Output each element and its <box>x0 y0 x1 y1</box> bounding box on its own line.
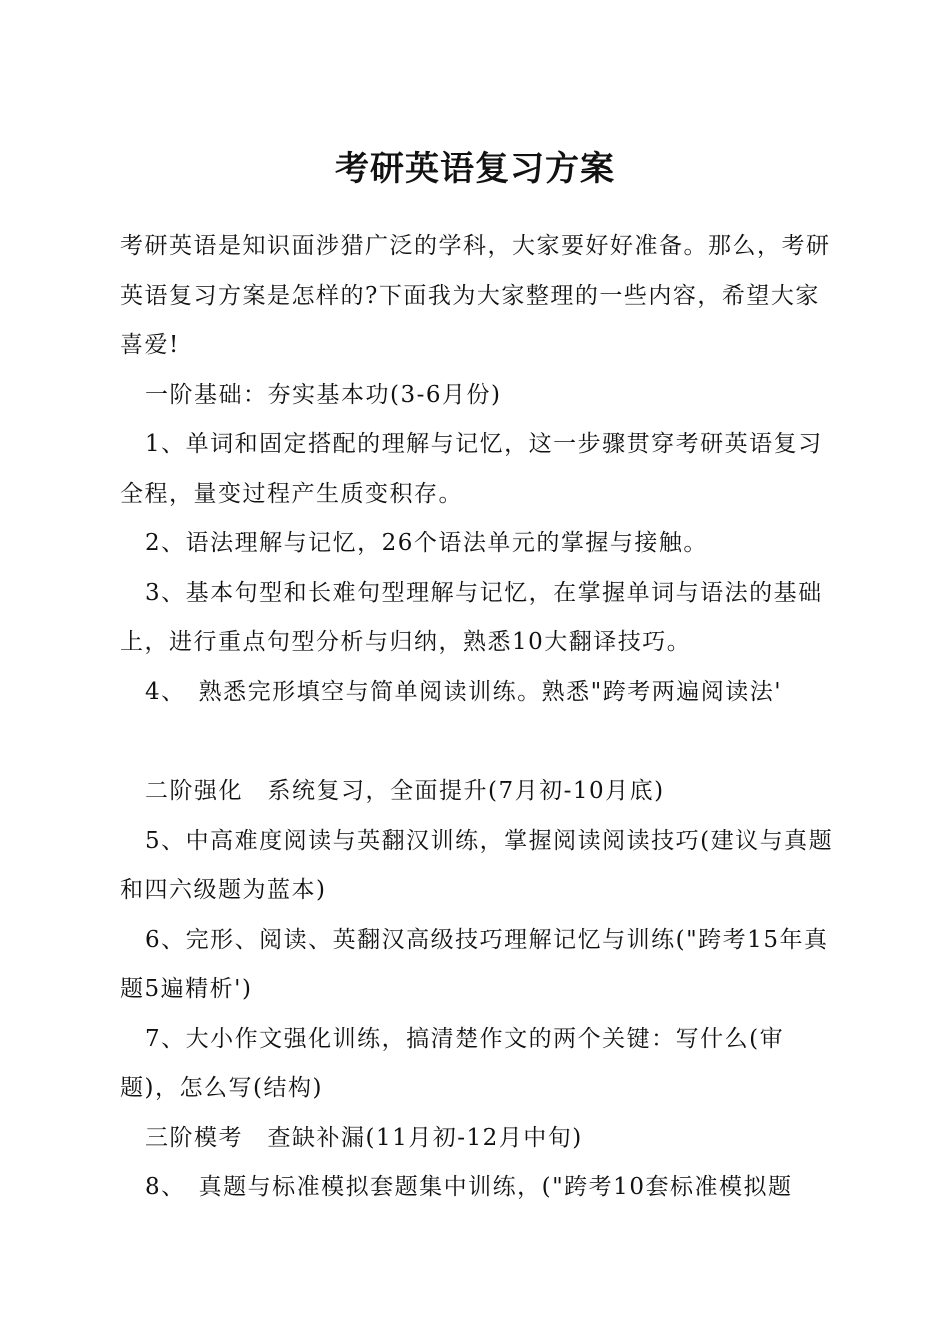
list-item-6: 6、完形、阅读、英翻汉高级技巧理解记忆与训练("跨考15年真题5遍精析') <box>120 926 829 1002</box>
list-item-8: 8、 真题与标准模拟套题集中训练，("跨考10套标准模拟题 <box>145 1174 793 1200</box>
list-item-1: 1、单词和固定搭配的理解与记忆，这一步骤贯穿考研英语复习全程，量变过程产生质变积存。 <box>120 431 823 507</box>
list-item-2: 2、语法理解与记忆，26个语法单元的掌握与接触。 <box>145 530 708 556</box>
list-item-7: 7、大小作文强化训练，搞清楚作文的两个关键：写什么(审题)，怎么写(结构) <box>120 1025 785 1101</box>
document-title: 考研英语复习方案 <box>335 149 615 189</box>
list-item-4: 4、 熟悉完形填空与简单阅读训练。熟悉"跨考两遍阅读法' <box>145 678 783 705</box>
list-item-5: 5、中高难度阅读与英翻汉训练，掌握阅读阅读技巧(建议与真题和四六级题为蓝本) <box>120 827 834 903</box>
stage-three-heading: 三阶模考 查缺补漏(11月初-12月中旬) <box>145 1124 583 1151</box>
list-item-3: 3、基本句型和长难句型理解与记忆，在掌握单词与语法的基础上，进行重点句型分析与归纳，熟悉10大翻译技巧。 <box>120 579 823 655</box>
intro-paragraph: 考研英语是知识面涉猎广泛的学科，大家要好好准备。那么，考研英语复习方案是怎样的?下面我为大家整理的一些内容，希望大家喜爱! <box>120 233 831 358</box>
paragraph-gap <box>120 717 835 767</box>
stage-two-heading: 二阶强化 系统复习，全面提升(7月初-10月底) <box>145 778 665 804</box>
document-body <box>120 222 835 1213</box>
stage-one-heading: 一阶基础：夯实基本功(3-6月份) <box>145 381 502 408</box>
